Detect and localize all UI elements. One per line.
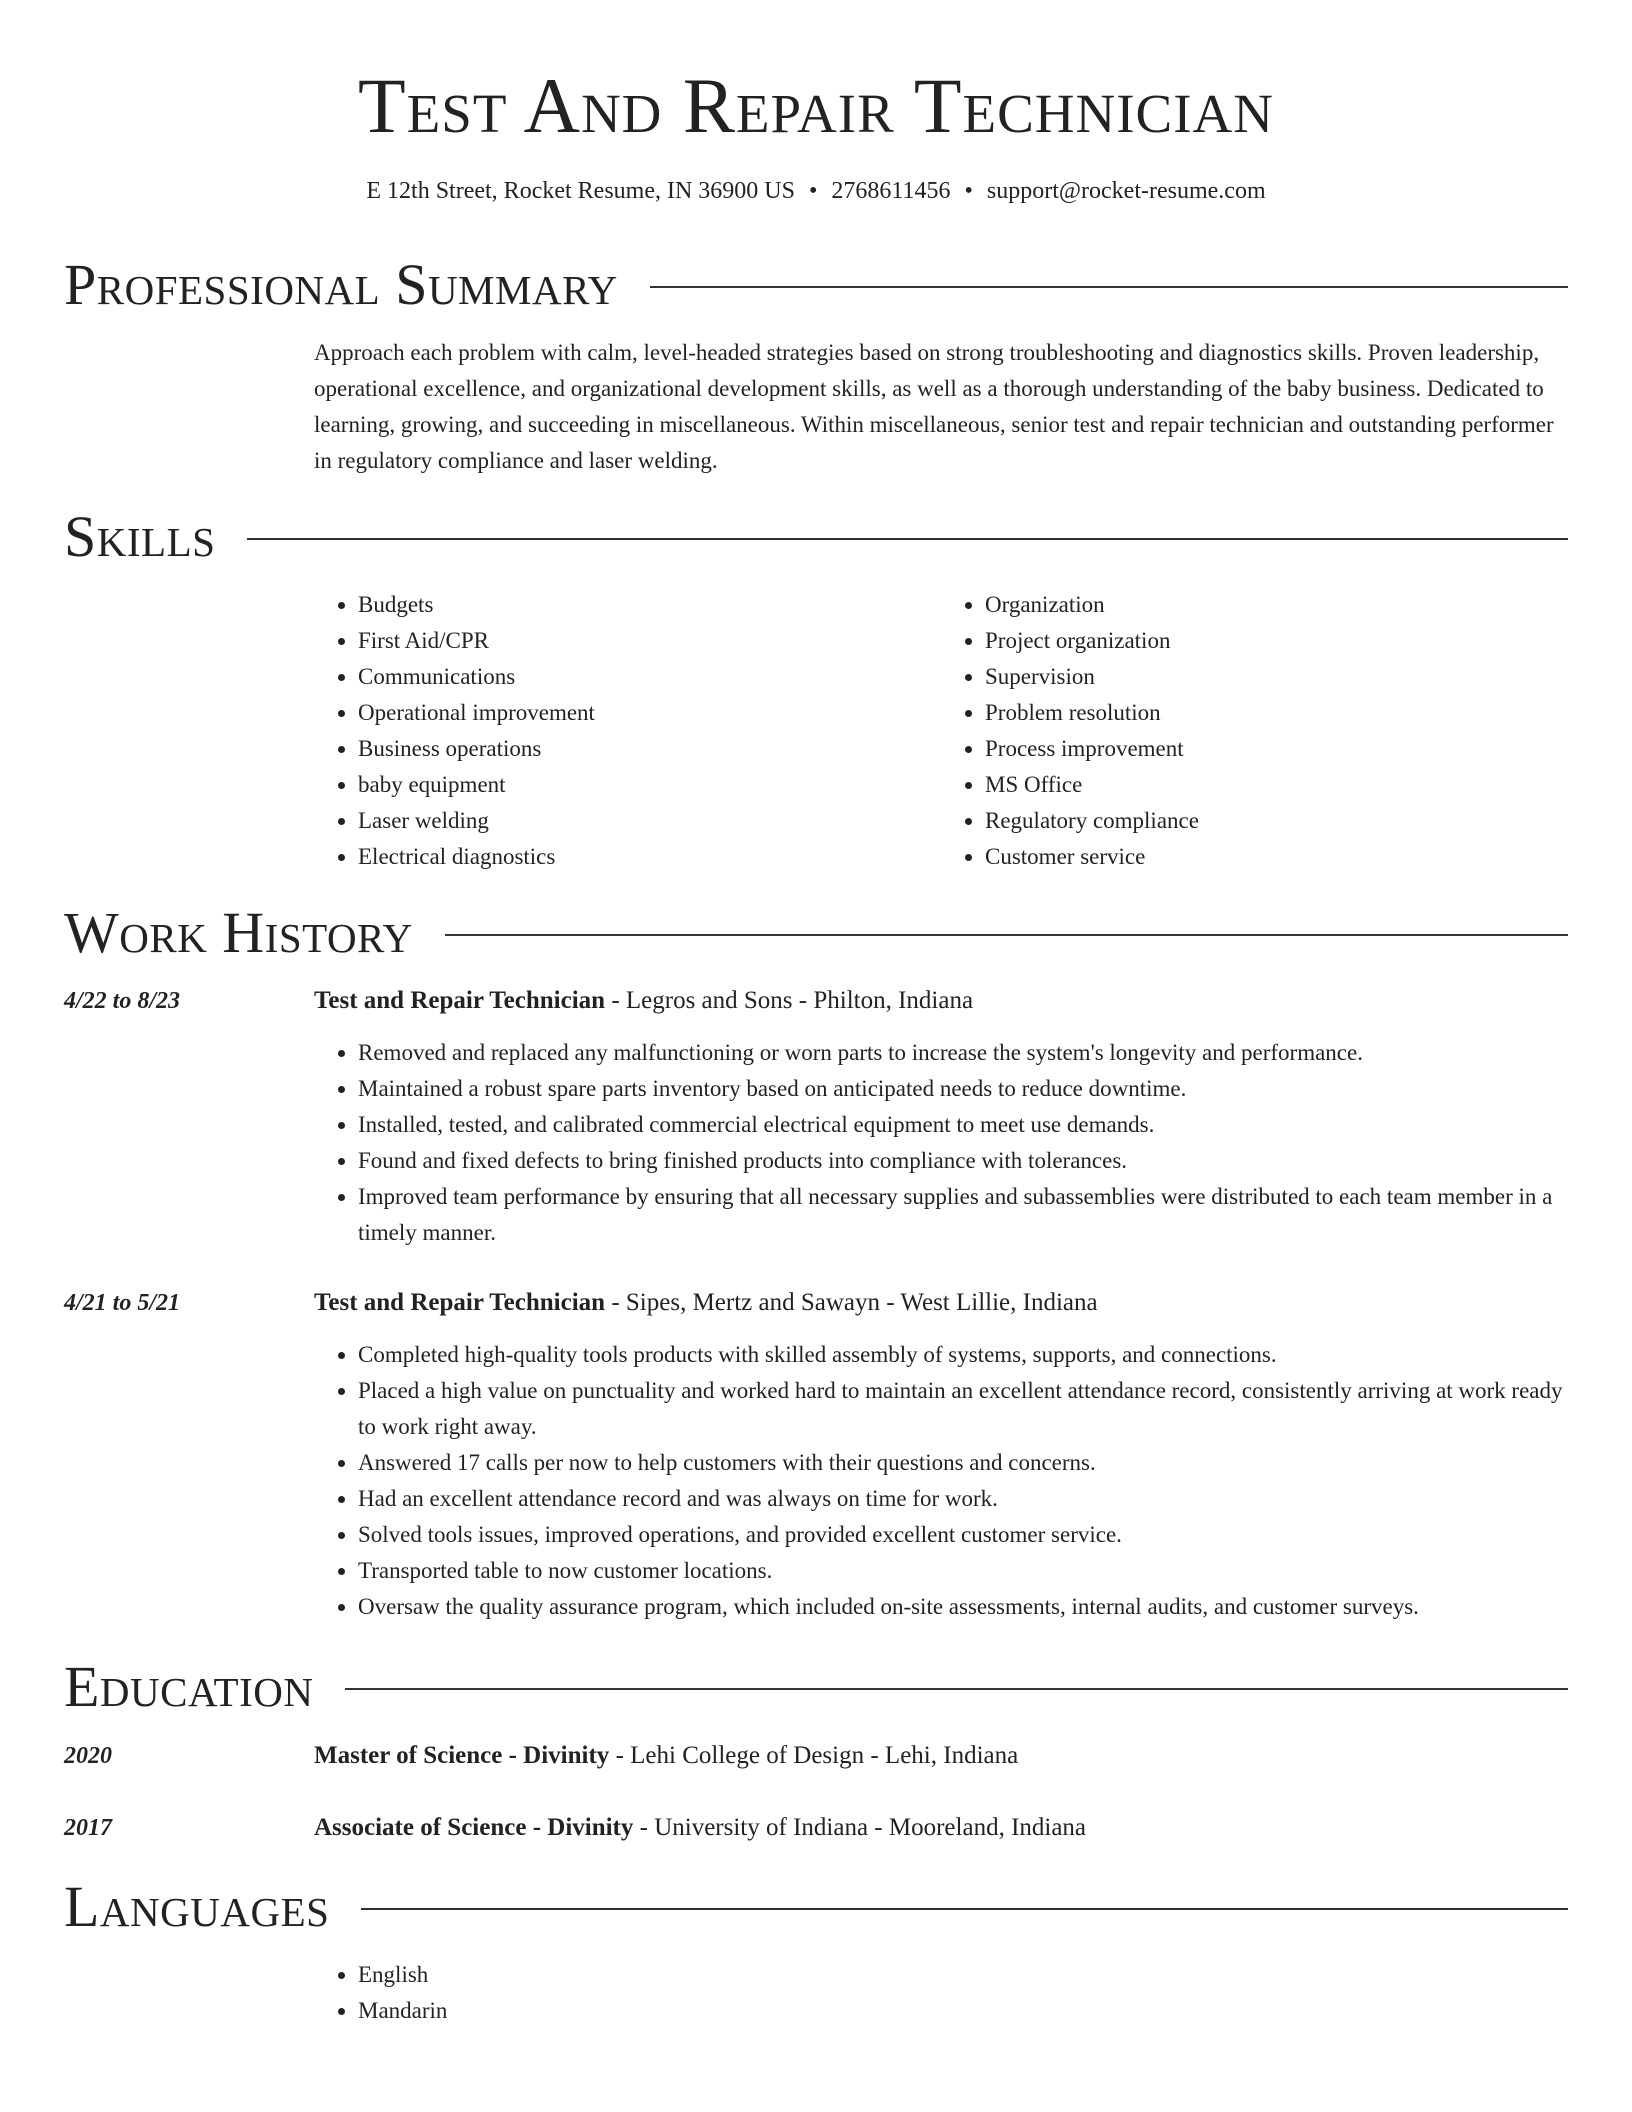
degree-name: Master of Science - Divinity — [314, 1742, 610, 1769]
education-year: 2020 — [64, 1743, 112, 1769]
skill-item: • Electrical diagnostics — [358, 839, 941, 875]
languages-column — [314, 1957, 974, 2029]
job-bullets — [314, 1035, 1568, 1251]
section-divider — [361, 1908, 1568, 1910]
skill-item: • Organization — [985, 587, 1568, 623]
skill-item: • Communications — [358, 659, 941, 695]
contact-address: E 12th Street, Rocket Resume, IN 36900 US — [366, 178, 795, 204]
skills-section-header — [64, 502, 1568, 572]
job-details: - Sipes, Mertz and Sawayn - West Lillie, Indiana — [605, 1289, 1098, 1316]
languages-list — [314, 1957, 1568, 2029]
education-heading: Education — [64, 1654, 314, 1719]
job-bullet: • Transported table to now customer locations. — [358, 1553, 1568, 1589]
job-title: Test and Repair Technician — [314, 1289, 606, 1316]
job-bullet: • Solved tools issues, improved operations, and provided excellent customer service. — [358, 1517, 1568, 1553]
section-divider — [247, 538, 1568, 540]
job-bullet: • Oversaw the quality assurance program, which included on-site assessments, internal audits, and customer surveys. — [358, 1589, 1568, 1625]
job-bullet: • Found and fixed defects to bring finished products into compliance with tolerances. — [358, 1143, 1568, 1179]
job-bullet: • Maintained a robust spare parts inventory based on anticipated needs to reduce downtime. — [358, 1071, 1568, 1107]
summary-section-header — [64, 250, 1568, 320]
job-bullet: • Answered 17 calls per now to help customers with their questions and concerns. — [358, 1445, 1568, 1481]
education-section-header — [64, 1652, 1568, 1722]
skill-item: • MS Office — [985, 767, 1568, 803]
education-header — [314, 1810, 1568, 1846]
language-item: • English — [358, 1957, 974, 1993]
job-header — [314, 983, 1568, 1019]
skill-item: • Budgets — [358, 587, 941, 623]
skill-item: • Problem resolution — [985, 695, 1568, 731]
skill-item: • First Aid/CPR — [358, 623, 941, 659]
skills-list — [314, 587, 1568, 875]
work-heading: Work History — [64, 900, 413, 965]
skill-item: • Laser welding — [358, 803, 941, 839]
resume-title: Test And Repair Technician — [358, 62, 1274, 149]
degree-name: Associate of Science - Divinity — [314, 1814, 634, 1841]
language-item: • Mandarin — [358, 1993, 974, 2029]
job-bullet: • Completed high-quality tools products with skilled assembly of systems, supports, and connections. — [358, 1337, 1568, 1373]
education-year: 2017 — [64, 1815, 112, 1841]
job-bullet: • Had an excellent attendance record and was always on time for work. — [358, 1481, 1568, 1517]
job-dates: 4/22 to 8/23 — [64, 988, 181, 1014]
summary-heading: Professional Summary — [64, 252, 618, 317]
skills-column-right — [941, 587, 1568, 875]
work-section-header — [64, 898, 1568, 968]
skill-item: • Project organization — [985, 623, 1568, 659]
job-bullet: • Placed a high value on punctuality and worked hard to maintain an excellent attendance record, consistently arriving at work ready to work right away. — [358, 1373, 1568, 1445]
education-header — [314, 1738, 1568, 1774]
skill-item: • Regulatory compliance — [985, 803, 1568, 839]
languages-section-header — [64, 1872, 1568, 1942]
section-divider — [445, 934, 1568, 936]
contact-email: support@rocket-resume.com — [986, 178, 1266, 204]
job-bullets — [314, 1337, 1568, 1625]
section-divider — [650, 286, 1568, 288]
skill-item: • Business operations — [358, 731, 941, 767]
contact-separator: • — [809, 178, 818, 204]
summary-text: Approach each problem with calm, level-headed strategies based on strong troubleshooting and diagnostics skills. Proven leadership, operational excellence, and organizational development skills, as well as a thorough understanding of the baby business. Dedicated to learning, growing, and succeeding in miscellaneous. Within miscellaneous, senior test and repair technician and outstanding performer in regulatory compliance and laser welding. — [314, 340, 1554, 473]
job-bullet: • Installed, tested, and calibrated commercial electrical equipment to meet use demands. — [358, 1107, 1568, 1143]
skills-heading: Skills — [64, 504, 216, 569]
job-details: - Legros and Sons - Philton, Indiana — [605, 987, 974, 1014]
skills-column-left — [314, 587, 941, 875]
skill-item: • baby equipment — [358, 767, 941, 803]
degree-details: - Lehi College of Design - Lehi, Indiana — [609, 1742, 1019, 1769]
contact-line — [0, 174, 1632, 208]
skill-item: • Process improvement — [985, 731, 1568, 767]
skill-item: • Operational improvement — [358, 695, 941, 731]
languages-heading: Languages — [64, 1874, 330, 1939]
job-title: Test and Repair Technician — [314, 987, 606, 1014]
job-bullet: • Improved team performance by ensuring that all necessary supplies and subassemblies were distributed to each team member in a timely manner. — [358, 1179, 1568, 1251]
job-bullet: • Removed and replaced any malfunctioning or worn parts to increase the system's longevity and performance. — [358, 1035, 1568, 1071]
job-header — [314, 1285, 1568, 1321]
contact-phone: 2768611456 — [831, 178, 951, 204]
section-divider — [345, 1688, 1568, 1690]
degree-details: - University of Indiana - Mooreland, Indiana — [633, 1814, 1087, 1841]
contact-separator: • — [964, 178, 973, 204]
job-dates: 4/21 to 5/21 — [64, 1290, 181, 1316]
skill-item: • Customer service — [985, 839, 1568, 875]
skill-item: • Supervision — [985, 659, 1568, 695]
